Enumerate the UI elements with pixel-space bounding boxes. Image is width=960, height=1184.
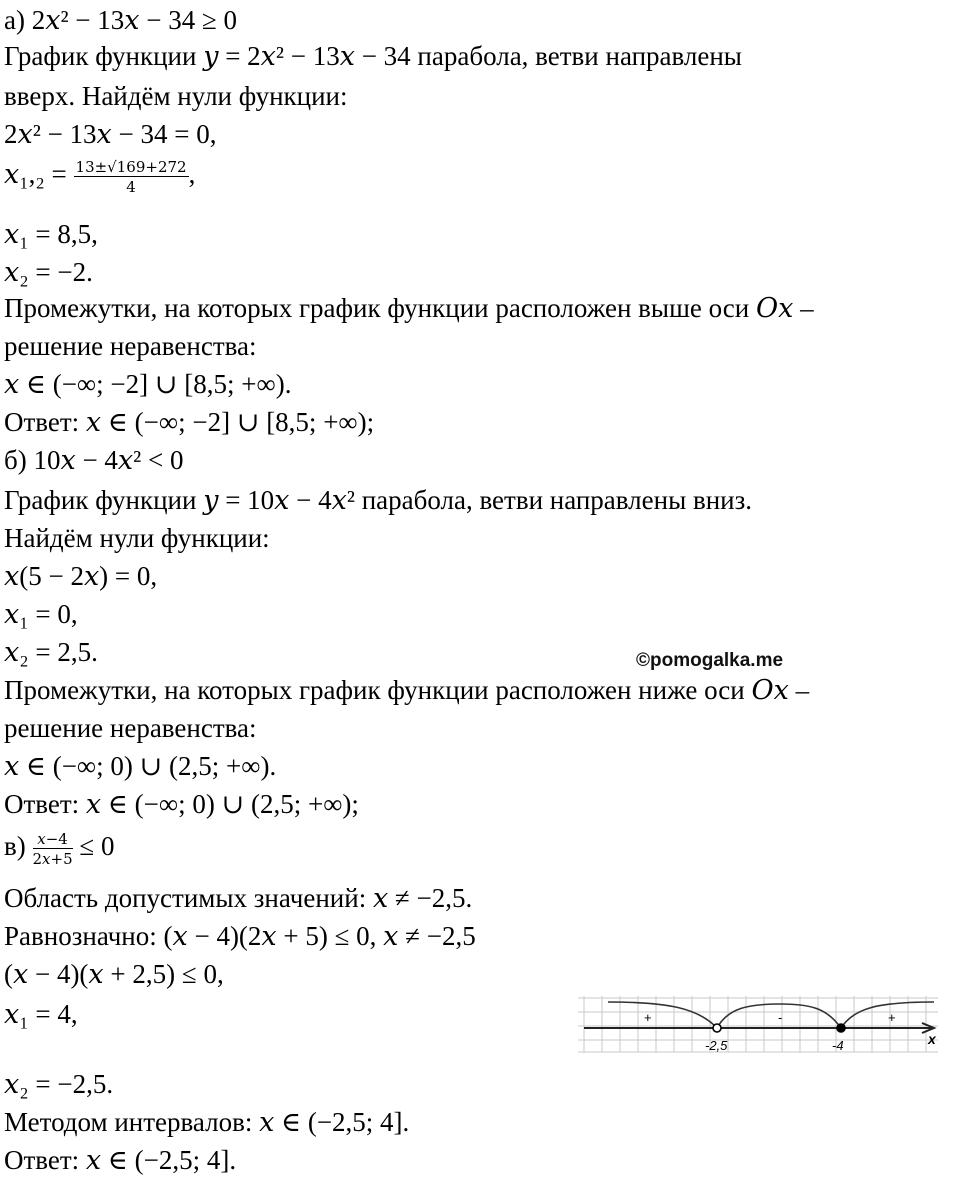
part-a-find-zeros: вверх. Найдём нули функции: bbox=[4, 81, 348, 111]
sign-right: + bbox=[888, 1010, 896, 1025]
part-a-solution-set: 𝑥 ∈ (−∞; −2] ∪ [8,5; +∞). bbox=[4, 369, 292, 399]
roots-formula-prefix: 𝑥₁,₂ = bbox=[4, 159, 74, 190]
sign-left: + bbox=[644, 1010, 652, 1025]
roots-fraction-denominator: 4 bbox=[126, 178, 136, 196]
part-a-answer: Ответ: 𝑥 ∈ (−∞; −2] ∪ [8,5; +∞); bbox=[4, 407, 375, 437]
point-label-closed: -4 bbox=[832, 1038, 844, 1053]
part-b-graph-description: График функции 𝑦 = 10𝑥 − 4𝑥² парабола, ветви направлены вниз. bbox=[4, 485, 753, 515]
closed-point bbox=[837, 1024, 845, 1032]
sign-middle: - bbox=[778, 1010, 783, 1025]
roots-formula-suffix: , bbox=[188, 159, 196, 190]
part-c-suffix: ≤ 0 bbox=[72, 831, 115, 862]
part-c-domain: Область допустимых значений: 𝑥 ≠ −2,5. bbox=[4, 883, 473, 913]
part-c-equivalent: Равнозначно: (𝑥 − 4)(2𝑥 + 5) ≤ 0, 𝑥 ≠ −2,5 bbox=[4, 921, 476, 951]
part-a-equation: 2𝑥² − 13𝑥 − 34 = 0, bbox=[4, 119, 217, 149]
part-b-inequality: б) 10𝑥 − 4𝑥² < 0 bbox=[4, 445, 184, 475]
open-point bbox=[713, 1024, 721, 1032]
part-c-fraction bbox=[33, 830, 73, 868]
part-b-root-2: 𝑥₂ = 2,5. bbox=[4, 637, 98, 667]
interval-diagram bbox=[578, 990, 950, 1058]
part-c-answer: Ответ: 𝑥 ∈ (−2,5; 4]. bbox=[4, 1145, 237, 1175]
part-a-roots-formula bbox=[4, 158, 195, 196]
roots-fraction-numerator: 13±√169+272 bbox=[75, 158, 187, 176]
part-c-root-2: 𝑥₂ = −2,5. bbox=[4, 1069, 114, 1099]
roots-fraction bbox=[74, 158, 189, 196]
axis-label: x bbox=[928, 1031, 936, 1047]
part-a-graph-description: График функции 𝑦 = 2𝑥² − 13𝑥 − 34 парабола, ветви направлены bbox=[4, 41, 742, 71]
part-c-interval-method: Методом интервалов: 𝑥 ∈ (−2,5; 4]. bbox=[4, 1107, 410, 1137]
part-a-intervals-text: Промежутки, на которых график функции расположен выше оси 𝑂𝑥 – bbox=[4, 293, 814, 323]
watermark: ©pomogalka.me bbox=[636, 650, 784, 671]
part-b-intervals-text: Промежутки, на которых график функции расположен ниже оси 𝑂𝑥 – bbox=[4, 675, 810, 705]
part-b-answer: Ответ: 𝑥 ∈ (−∞; 0) ∪ (2,5; +∞); bbox=[4, 789, 359, 819]
part-c-root-1: 𝑥₁ = 4, bbox=[4, 999, 78, 1029]
part-a-solution-label: решение неравенства: bbox=[4, 331, 257, 361]
sign-curve bbox=[608, 1002, 934, 1028]
part-b-solution-label: решение неравенства: bbox=[4, 713, 257, 743]
part-c-inequality bbox=[4, 830, 114, 868]
point-label-open: -2,5 bbox=[705, 1038, 728, 1053]
part-a-root-2: 𝑥₂ = −2. bbox=[4, 257, 93, 287]
part-b-find-zeros: Найдём нули функции: bbox=[4, 523, 270, 553]
part-a-inequality: а) 2𝑥² − 13𝑥 − 34 ≥ 0 bbox=[4, 5, 238, 35]
part-b-solution-set: 𝑥 ∈ (−∞; 0) ∪ (2,5; +∞). bbox=[4, 751, 277, 781]
part-c-prefix: в) bbox=[4, 831, 33, 862]
part-c-fraction-numerator: 𝑥−4 bbox=[33, 830, 73, 849]
part-c-fraction-denominator: 2𝑥+5 bbox=[32, 850, 73, 868]
part-b-root-1: 𝑥₁ = 0, bbox=[4, 599, 78, 629]
part-b-equation: 𝑥(5 − 2𝑥) = 0, bbox=[4, 561, 158, 591]
part-a-root-1: 𝑥₁ = 8,5, bbox=[4, 219, 98, 249]
part-c-simplified: (𝑥 − 4)(𝑥 + 2,5) ≤ 0, bbox=[4, 959, 224, 989]
